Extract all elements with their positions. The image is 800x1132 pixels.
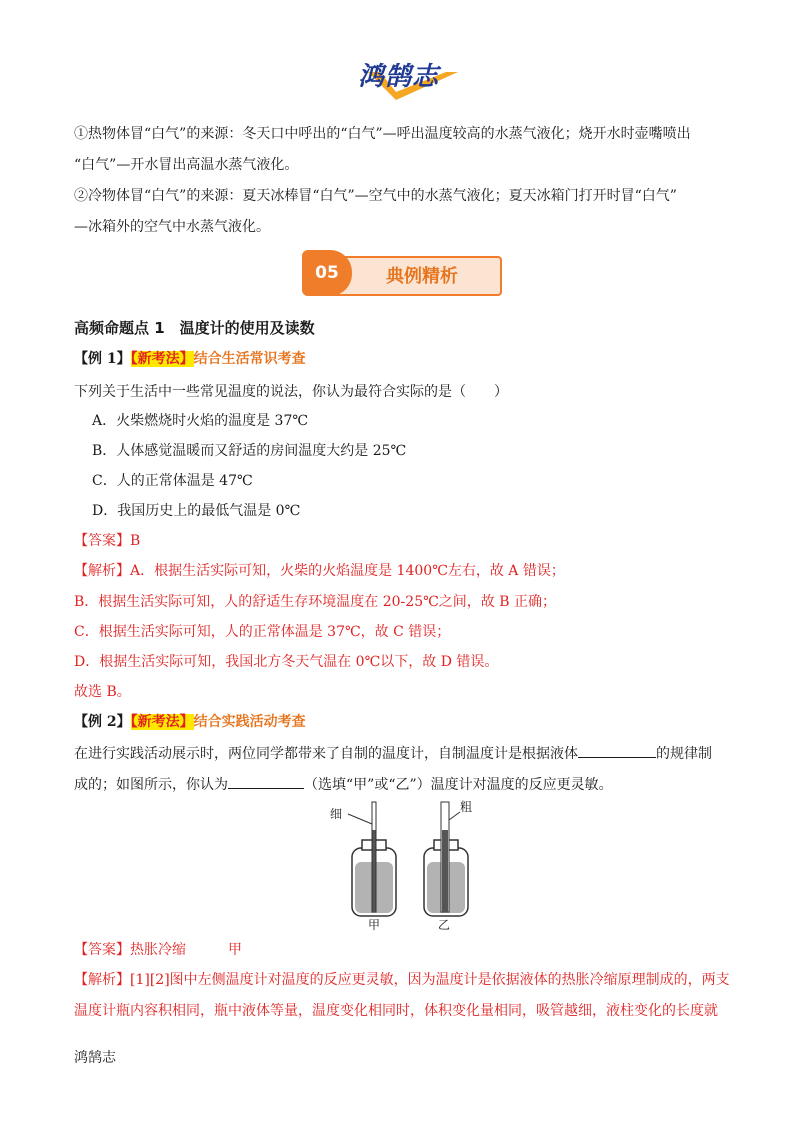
analysis-label: 【解析】 <box>74 563 130 579</box>
label-thin: 细 <box>330 807 343 821</box>
example1-tag: 【新考法】 <box>130 351 194 367</box>
label-thick: 粗 <box>460 800 473 814</box>
question-text: 的规律制 <box>656 746 712 762</box>
example2-label: 【例 2】 <box>74 714 131 730</box>
example2-tag-title: 结合实践活动考查 <box>193 714 306 730</box>
example1-conclusion: 故选 B。 <box>74 684 131 700</box>
answer-label: 【答案】 <box>74 533 130 549</box>
answer-value: B <box>130 533 141 549</box>
example2-question-line2 <box>74 774 613 795</box>
section-title: 典例精析 <box>386 266 458 287</box>
answer-blank-2 <box>228 774 304 789</box>
analysis-text: A．根据生活实际可知，火柴的火焰温度是 1400℃左右，故 A 错误； <box>130 563 565 579</box>
thermometer-figure <box>326 800 476 930</box>
example2-answer <box>74 940 242 960</box>
example1-option-b: B．人体感觉温暖而又舒适的房间温度大约是 25℃ <box>92 443 407 459</box>
brand-logo <box>350 50 470 108</box>
example1-option-d: D．我国历史上的最低气温是 0℃ <box>92 503 301 519</box>
example1-analysis-b: B．根据生活实际可知，人的舒适生存环境温度在 20-25℃之间，故 B 正确； <box>74 594 556 610</box>
analysis-text: [1][2]图中左侧温度计对温度的反应更灵敏，因为温度计是依据液体的热胀冷缩原理制成的，两支 <box>130 972 730 988</box>
question-text: 成的；如图所示，你认为 <box>74 777 228 793</box>
example1-answer <box>74 531 140 551</box>
example1-analysis-d: D．根据生活实际可知，我国北方冬天气温在 0℃以下，故 D 错误。 <box>74 654 499 670</box>
example2-question-line1 <box>74 743 712 764</box>
label-jia: 甲 <box>368 918 381 932</box>
example1-option-c: C．人的正常体温是 47℃ <box>92 473 253 489</box>
example1-analysis-a <box>74 561 565 581</box>
example2-header <box>74 712 306 732</box>
logo-text: 鸿鹄志 <box>358 62 440 92</box>
answer-value: 热胀冷缩 甲 <box>130 942 242 958</box>
note-line-1: ①热物体冒“白气”的来源：冬天口中呼出的“白气”—呼出温度较高的水蒸气液化；烧开水时壶嘴喷出 <box>74 126 691 142</box>
section-banner <box>302 250 500 296</box>
section-number-badge: 05 <box>302 250 352 296</box>
question-text: 在进行实践活动展示时，两位同学都带来了自制的温度计，自制温度计是根据液体 <box>74 746 578 762</box>
example2-analysis-line1 <box>74 970 730 990</box>
label-yi: 乙 <box>438 918 451 932</box>
answer-label: 【答案】 <box>74 942 130 958</box>
answer-blank-1 <box>578 743 656 758</box>
example1-question: 下列关于生活中一些常见温度的说法，你认为最符合实际的是（ ） <box>74 384 508 400</box>
example1-tag-title: 结合生活常识考查 <box>193 351 306 367</box>
footer-brand: 鸿鹄志 <box>74 1050 116 1066</box>
question-text: （选填“甲”或“乙”）温度计对温度的反应更灵敏。 <box>304 777 613 793</box>
thermometers-diagram <box>326 800 476 930</box>
example2-analysis-line2: 温度计瓶内容积相同，瓶中液体等量，温度变化相同时，体积变化量相同，吸管越细，液柱变化的长度就 <box>74 1003 718 1019</box>
example1-header <box>74 349 306 369</box>
note-line-4: —冰箱外的空气中水蒸气液化。 <box>74 219 270 235</box>
analysis-label: 【解析】 <box>74 972 130 988</box>
example1-option-a: A．火柴燃烧时火焰的温度是 37℃ <box>92 413 309 429</box>
note-line-3: ②冷物体冒“白气”的来源：夏天冰棒冒“白气”—空气中的水蒸气液化；夏天冰箱门打开时冒“白气” <box>74 188 677 204</box>
example2-tag: 【新考法】 <box>130 714 194 730</box>
example1-label: 【例 1】 <box>74 351 131 367</box>
example1-analysis-c: C．根据生活实际可知，人的正常体温是 37℃，故 C 错误； <box>74 624 451 640</box>
note-line-2: “白气”—开水冒出高温水蒸气液化。 <box>74 157 299 173</box>
topic-heading: 高频命题点 1 温度计的使用及读数 <box>74 319 315 337</box>
